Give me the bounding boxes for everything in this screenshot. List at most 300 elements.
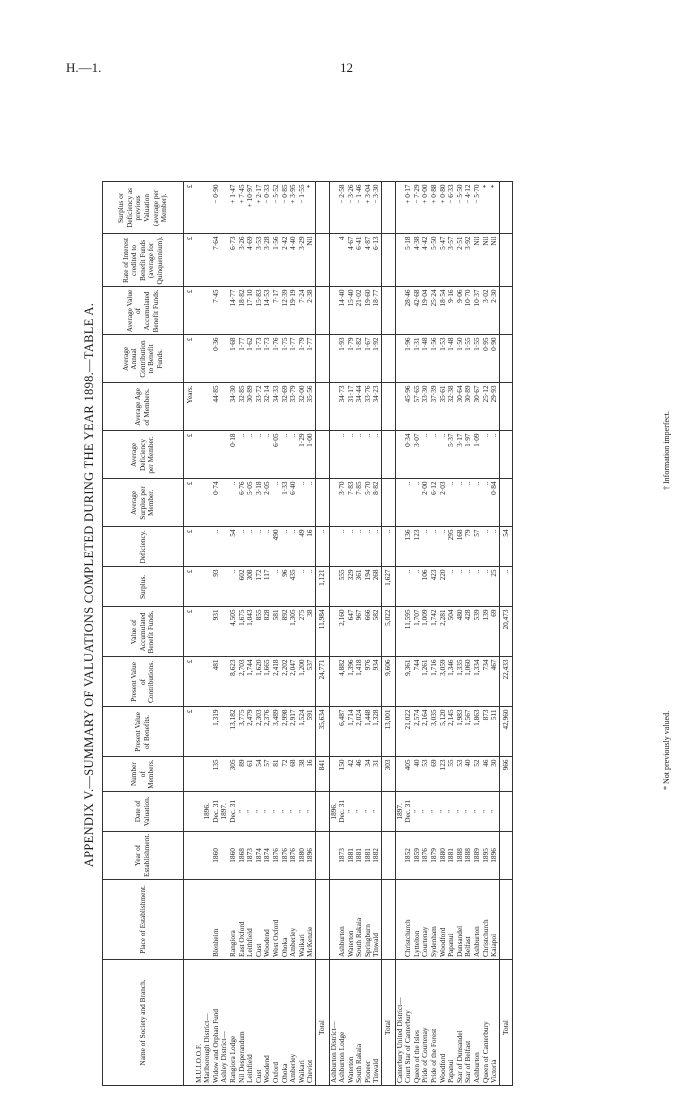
table-cell: 30·89 <box>464 383 473 431</box>
table-cell: 13,182 <box>229 707 238 757</box>
table-cell: 3·26 <box>238 234 247 287</box>
table-cell: 1,396 <box>347 657 356 707</box>
table-cell: .. <box>404 567 413 607</box>
table-cell <box>499 791 513 831</box>
table-cell <box>195 431 204 479</box>
table-cell <box>382 431 396 479</box>
table-cell: 4·40 <box>289 234 298 287</box>
table-cell: 1,707 <box>413 607 422 657</box>
table-cell: " <box>430 791 439 831</box>
table-cell: .. <box>456 567 465 607</box>
table-cell: 1876 <box>281 831 290 879</box>
table-cell: 555 <box>338 567 347 607</box>
table-cell <box>499 479 513 527</box>
table-cell: 490 <box>272 527 281 567</box>
table-cell: 25·12 <box>482 383 491 431</box>
header-cell: Value of Accumulated Benefit Funds. <box>103 607 184 657</box>
table-cell: 18·82 <box>238 287 247 335</box>
table-cell: Ashburton District— <box>329 960 338 1086</box>
table-cell <box>220 479 229 527</box>
table-cell <box>195 657 204 707</box>
table-cell: Nil <box>482 234 491 287</box>
table-cell: .. <box>355 431 364 479</box>
table-cell: " <box>355 791 364 831</box>
table-cell: Kaiapoi <box>490 880 499 960</box>
table-cell: 31·17 <box>347 383 356 431</box>
table-cell <box>315 880 329 960</box>
table-cell: 3·02 <box>482 287 491 335</box>
table-cell: .. <box>281 527 290 567</box>
table-cell: 405 <box>404 757 413 791</box>
table-cell: 6·73 <box>229 234 238 287</box>
table-cell <box>195 479 204 527</box>
table-cell: 0·90 <box>490 335 499 383</box>
table-cell: " <box>439 791 448 831</box>
table-cell: " <box>263 791 272 831</box>
table-cell: 57 <box>263 757 272 791</box>
table-cell: 1896. <box>203 791 212 831</box>
table-cell: .. <box>482 567 491 607</box>
table-cell: £ <box>184 234 195 287</box>
table-cell: 6·05 <box>272 431 281 479</box>
table-cell: 4,882 <box>338 657 347 707</box>
table-cell: 1,328 <box>372 707 381 757</box>
table-cell: Blenheim <box>212 880 221 960</box>
table-cell: " <box>281 791 290 831</box>
table-cell: Rangiora <box>229 880 238 960</box>
table-cell <box>382 234 396 287</box>
table-cell: 1881 <box>447 831 456 879</box>
table-cell: Canterbury United District— <box>395 960 404 1086</box>
table-cell: − 6·33 <box>447 182 456 234</box>
table-cell: 591 <box>306 707 315 757</box>
table-cell: 32·38 <box>447 383 456 431</box>
table-cell <box>315 479 329 527</box>
table-cell: £ <box>184 527 195 567</box>
table-cell: − 5·50 <box>456 182 465 234</box>
table-cell: − 0·33 <box>263 182 272 234</box>
total-row <box>382 182 396 1086</box>
table-cell: 1881 <box>364 831 373 879</box>
table-cell: 1·77 <box>238 335 247 383</box>
table-cell: 1,742 <box>430 607 439 657</box>
table-cell: .. <box>255 527 264 567</box>
table-cell: 20,473 <box>499 607 513 657</box>
table-cell: .. <box>372 527 381 567</box>
table-cell: " <box>413 791 422 831</box>
table-cell: 72 <box>281 757 290 791</box>
table-cell: 581 <box>272 607 281 657</box>
table-cell: 30 <box>490 757 499 791</box>
table-cell: 42,960 <box>499 707 513 757</box>
header-cell: Date of Valuation. <box>103 791 184 831</box>
table-cell: 3·18 <box>255 479 264 527</box>
table-cell: 6,487 <box>338 707 347 757</box>
table-cell: 45·96 <box>404 383 413 431</box>
table-cell: 1,418 <box>355 657 364 707</box>
table-cell <box>382 791 396 831</box>
header-cell: Present Value of Contributions. <box>103 657 184 707</box>
header-cell: Average Annual Contribution to Benefit Funds. <box>103 335 184 383</box>
table-cell: 57 <box>473 527 482 567</box>
table-cell: 44·85 <box>212 383 221 431</box>
table-cell: .. <box>364 431 373 479</box>
table-cell: .. <box>255 431 264 479</box>
table-cell <box>195 831 204 879</box>
table-cell: Nil <box>473 234 482 287</box>
table-cell <box>195 287 204 335</box>
table-cell <box>195 607 204 657</box>
table-cell: Waikari <box>298 960 307 1086</box>
table-cell: 1,261 <box>421 657 430 707</box>
table-cell: 9·06 <box>456 287 465 335</box>
table-cell: 5,022 <box>382 607 396 657</box>
table-cell <box>382 831 396 879</box>
table-cell: 2,917 <box>289 707 298 757</box>
header-cell: Average Value of Accumulated Benefit Funds. <box>103 287 184 335</box>
table-cell: 1,200 <box>298 657 307 707</box>
table-cell: " <box>372 791 381 831</box>
table-cell: 967 <box>355 607 364 657</box>
table-cell: Woodford <box>439 960 448 1086</box>
table-cell: 2,024 <box>355 707 364 757</box>
table-row <box>195 182 204 1086</box>
table-cell: .. <box>338 527 347 567</box>
table-cell: Waterton <box>347 960 356 1086</box>
table-cell: .. <box>439 431 448 479</box>
table-cell: * <box>306 182 315 234</box>
table-cell: 1888 <box>464 831 473 879</box>
table-cell: 6·41 <box>355 234 364 287</box>
table-cell: 329 <box>347 567 356 607</box>
table-cell: Leithfield <box>246 880 255 960</box>
table-cell: 734 <box>482 657 491 707</box>
table-cell: 1·09 <box>473 431 482 479</box>
table-cell: 855 <box>255 607 264 657</box>
table-cell: 1·55 <box>464 335 473 383</box>
table-cell: Cheviot <box>306 960 315 1086</box>
table-cell <box>499 234 513 287</box>
table-cell: 11,595 <box>404 607 413 657</box>
table-cell: 37·39 <box>430 383 439 431</box>
header-cell: Year of Establishment. <box>103 831 184 879</box>
table-cell: Amberley <box>289 880 298 960</box>
table-cell: + 0·17 <box>404 182 413 234</box>
table-cell: " <box>246 791 255 831</box>
table-cell: − 3·26 <box>347 182 356 234</box>
table-cell: 602 <box>238 567 247 607</box>
table-cell: 40 <box>413 757 422 791</box>
table-cell: 744 <box>413 657 422 707</box>
table-cell: 49 <box>298 527 307 567</box>
table-cell: 5·18 <box>404 234 413 287</box>
table-cell: 3,035 <box>430 707 439 757</box>
table-cell: Amberley <box>289 960 298 1086</box>
table-cell: 54 <box>499 527 513 567</box>
header-cell: Average Age of Members. <box>103 383 184 431</box>
table-cell: 30·89 <box>246 383 255 431</box>
table-cell: 3·70 <box>338 479 347 527</box>
table-cell: 29·93 <box>490 383 499 431</box>
table-cell <box>315 791 329 831</box>
table-cell: Tinwald <box>372 960 381 1086</box>
page-code: H.—1. <box>66 60 102 75</box>
table-cell: East Oxford <box>238 880 247 960</box>
table-cell: 150 <box>338 757 347 791</box>
table-cell: 10·37 <box>473 287 482 335</box>
table-cell: £ <box>184 479 195 527</box>
table-cell: 2,145 <box>447 707 456 757</box>
table-cell: Springburn <box>364 880 373 960</box>
table-cell: 3,489 <box>272 707 281 757</box>
table-row <box>372 182 381 1086</box>
table-cell: 1881 <box>355 831 364 879</box>
table-cell: 8·82 <box>372 479 381 527</box>
table-cell: 0·18 <box>229 431 238 479</box>
table-cell: 17·10 <box>246 287 255 335</box>
table-cell: 4·42 <box>421 234 430 287</box>
table-cell: .. <box>306 567 315 607</box>
table-cell: 1·55 <box>473 335 482 383</box>
table-row <box>306 182 315 1086</box>
table-cell: 34·33 <box>272 383 281 431</box>
table-cell: 4·38 <box>413 234 422 287</box>
table-cell: Oxford <box>272 960 281 1086</box>
table-cell: .. <box>272 567 281 607</box>
table-cell: 4 <box>338 234 347 287</box>
table-cell <box>195 757 204 791</box>
table-cell: .. <box>364 527 373 567</box>
table-cell: .. <box>212 527 221 567</box>
table-cell: 1,983 <box>456 707 465 757</box>
table-cell: .. <box>473 479 482 527</box>
table-cell: 1·93 <box>338 335 347 383</box>
table-cell <box>499 831 513 879</box>
table-cell: 3·28 <box>263 234 272 287</box>
table-cell: .. <box>482 479 491 527</box>
table-cell: .. <box>263 431 272 479</box>
table-cell: 537 <box>306 657 315 707</box>
table-cell <box>382 335 396 383</box>
table-cell: 1873 <box>338 831 347 879</box>
table-cell: 2,281 <box>439 607 448 657</box>
table-cell: 13,001 <box>382 707 396 757</box>
table-cell: 12·39 <box>281 287 290 335</box>
table-cell: .. <box>289 527 298 567</box>
table-cell: 1896 <box>490 831 499 879</box>
table-cell: 34 <box>364 757 373 791</box>
table-cell: 539 <box>473 607 482 657</box>
table-cell: .. <box>430 431 439 479</box>
table-cell: Queen of Canterbury <box>482 960 491 1086</box>
header-cell: Present Value of Benefits. <box>103 707 184 757</box>
table-cell: 1874 <box>263 831 272 879</box>
table-cell: " <box>482 791 491 831</box>
table-cell <box>212 431 221 479</box>
table-cell: 30·64 <box>456 383 465 431</box>
table-cell: 68 <box>289 757 298 791</box>
table-cell: .. <box>430 527 439 567</box>
table-cell: " <box>447 791 456 831</box>
table-cell: 4·67 <box>347 234 356 287</box>
footnote-imperfect: † Information imperfect. <box>662 411 671 490</box>
table-cell: 19·60 <box>364 287 373 335</box>
table-cell <box>382 287 396 335</box>
table-cell: 275 <box>298 607 307 657</box>
table-cell: 1852 <box>404 831 413 879</box>
table-cell: 123 <box>439 757 448 791</box>
table-cell: .. <box>439 527 448 567</box>
table-cell: .. <box>490 431 499 479</box>
table-cell <box>499 431 513 479</box>
table-cell: .. <box>347 431 356 479</box>
table-cell: 139 <box>482 607 491 657</box>
table-cell: + 0·88 <box>430 182 439 234</box>
table-cell: Leithfield <box>246 960 255 1086</box>
table-cell: 16 <box>306 527 315 567</box>
total-row <box>499 182 513 1086</box>
table-cell: 1896. <box>329 791 338 831</box>
header-cell: Number of Members. <box>103 757 184 791</box>
table-cell: 18·54 <box>439 287 448 335</box>
table-cell: .. <box>263 527 272 567</box>
rotated-table-area <box>80 80 680 1090</box>
table-cell: Ohoka <box>281 960 290 1086</box>
table-cell: 15·83 <box>255 287 264 335</box>
table-cell: .. <box>272 479 281 527</box>
table-cell: 24,771 <box>315 657 329 707</box>
table-cell: .. <box>315 527 329 567</box>
table-cell: Marlborough District— <box>203 960 212 1086</box>
table-cell: 32·00 <box>298 383 307 431</box>
table-row <box>490 182 499 1086</box>
table-cell: 2·00 <box>421 479 430 527</box>
table-cell: " <box>272 791 281 831</box>
table-cell: 3·29 <box>298 234 307 287</box>
table-cell <box>315 234 329 287</box>
table-cell: Nil <box>490 234 499 287</box>
table-cell <box>499 335 513 383</box>
table-cell: 42 <box>347 757 356 791</box>
table-cell: 1895 <box>482 831 491 879</box>
table-cell: 6·40 <box>289 479 298 527</box>
table-cell: 1·68 <box>229 335 238 383</box>
table-cell: 35·56 <box>306 383 315 431</box>
table-cell: 57·65 <box>413 383 422 431</box>
table-cell: 1,335 <box>456 657 465 707</box>
table-cell: 2,303 <box>255 707 264 757</box>
table-cell: Pioneer <box>364 960 373 1086</box>
table-cell <box>195 707 204 757</box>
table-cell: + 7·45 <box>238 182 247 234</box>
table-cell: Rangiora Lodge <box>229 960 238 1086</box>
table-cell: Dec. 31 <box>212 791 221 831</box>
table-cell: 32·14 <box>263 383 272 431</box>
table-cell: 1860 <box>212 831 221 879</box>
table-cell: 1·92 <box>372 335 381 383</box>
table-cell: Total <box>382 960 396 1086</box>
table-cell <box>499 182 513 234</box>
table-cell <box>195 567 204 607</box>
table-cell: 966 <box>499 757 513 791</box>
table-cell: 2·05 <box>263 479 272 527</box>
table-cell <box>395 479 404 527</box>
table-cell: 1·77 <box>306 335 315 383</box>
table-cell: South Rakaia <box>355 960 364 1086</box>
table-cell: Cust <box>255 960 264 1086</box>
table-cell: 1·33 <box>281 479 290 527</box>
table-cell: 35·61 <box>439 383 448 431</box>
table-cell: 135 <box>212 757 221 791</box>
table-cell: Lyttelton <box>413 880 422 960</box>
table-cell: 5·50 <box>430 234 439 287</box>
table-cell <box>315 335 329 383</box>
table-cell: £ <box>184 335 195 383</box>
table-cell: 32·69 <box>281 383 290 431</box>
table-cell: 38 <box>306 607 315 657</box>
table-cell: 1,714 <box>347 707 356 757</box>
table-cell: 1·73 <box>263 335 272 383</box>
table-cell: 6·13 <box>372 234 381 287</box>
table-cell: − 1·46 <box>355 182 364 234</box>
table-cell: 11,984 <box>315 607 329 657</box>
table-cell: 892 <box>281 607 290 657</box>
table-cell: 117 <box>263 567 272 607</box>
table-cell: .. <box>281 431 290 479</box>
table-cell: 1·56 <box>272 234 281 287</box>
page-number: 12 <box>340 60 353 75</box>
table-cell: 2,160 <box>338 607 347 657</box>
table-cell <box>203 431 212 479</box>
table-cell: 55 <box>447 757 456 791</box>
table-cell <box>499 383 513 431</box>
table-cell: 1876 <box>289 831 298 879</box>
table-cell: Ashley District— <box>220 960 229 1086</box>
table-cell: 25·24 <box>430 287 439 335</box>
table-cell: 7·83 <box>347 479 356 527</box>
table-cell: 25 <box>490 567 499 607</box>
table-cell: 31 <box>372 757 381 791</box>
table-cell: 40 <box>464 757 473 791</box>
table-cell: 1889 <box>473 831 482 879</box>
table-cell: + 0·00 <box>421 182 430 234</box>
table-cell: .. <box>298 479 307 527</box>
table-cell: Courtenay <box>421 880 430 960</box>
table-cell: + 10·97 <box>246 182 255 234</box>
table-cell: − 2·58 <box>338 182 347 234</box>
table-cell: 1897. <box>395 791 404 831</box>
table-cell: .. <box>238 431 247 479</box>
table-cell: 1881 <box>347 831 356 879</box>
table-cell: 1,060 <box>464 657 473 707</box>
table-cell: .. <box>413 567 422 607</box>
table-cell: 1·77 <box>289 335 298 383</box>
table-cell: 2,164 <box>421 707 430 757</box>
table-cell: 38 <box>298 757 307 791</box>
table-cell: 428 <box>464 607 473 657</box>
table-cell: £ <box>184 287 195 335</box>
table-cell: .. <box>347 527 356 567</box>
table-cell: − 4·12 <box>464 182 473 234</box>
table-cell: " <box>421 791 430 831</box>
table-body <box>184 182 513 1086</box>
table-cell: 0·36 <box>212 335 221 383</box>
table-cell: 9,606 <box>382 657 396 707</box>
table-cell: .. <box>490 527 499 567</box>
table-cell: 53 <box>421 757 430 791</box>
table-cell: 1868 <box>238 831 247 879</box>
table-cell <box>195 383 204 431</box>
